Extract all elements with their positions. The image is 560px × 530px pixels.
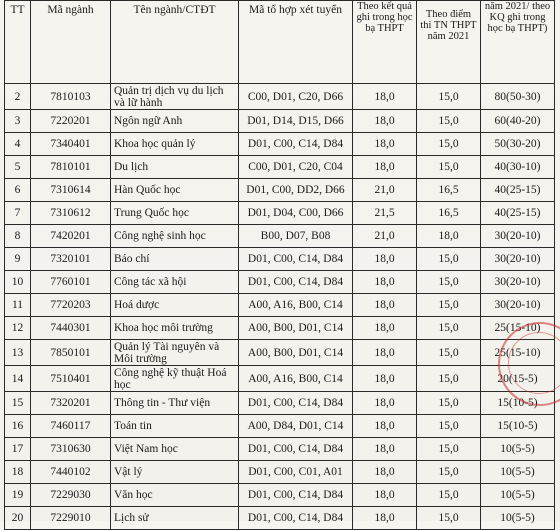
cell-tt: 3 — [5, 110, 31, 133]
cell-combo: D01, D14, D15, D66 — [239, 110, 353, 133]
cell-tt: 19 — [5, 484, 31, 507]
table-row — [5, 392, 555, 415]
cell-name: Khoa học môi trường — [111, 317, 239, 340]
cell-combo: D01, C00, C14, D84 — [239, 133, 353, 156]
cell-tn: 15,0 — [417, 438, 481, 461]
cell-combo: D01, C00, C14, D84 — [239, 248, 353, 271]
table-row — [5, 507, 555, 530]
table-row — [5, 484, 555, 507]
table-row — [5, 366, 555, 392]
cell-hb: 18,0 — [353, 507, 417, 530]
cell-tt: 4 — [5, 133, 31, 156]
cell-tn: 15,0 — [417, 271, 481, 294]
cell-tn: 16,5 — [417, 202, 481, 225]
col-header-tt: TT — [5, 1, 31, 84]
cell-hb: 18,0 — [353, 156, 417, 179]
cell-hb: 18,0 — [353, 294, 417, 317]
table-row — [5, 340, 555, 366]
cell-tt: 14 — [5, 366, 31, 392]
table-row — [5, 294, 555, 317]
cell-tn: 15,0 — [417, 133, 481, 156]
cell-combo: D01, C00, C14, D84 — [239, 438, 353, 461]
cell-code: 7310614 — [31, 179, 111, 202]
cell-tn: 15,0 — [417, 415, 481, 438]
cell-tt: 16 — [5, 415, 31, 438]
cell-tn: 15,0 — [417, 507, 481, 530]
cell-tn: 15,0 — [417, 294, 481, 317]
cell-tt: 6 — [5, 179, 31, 202]
cell-tn: 15,0 — [417, 317, 481, 340]
cell-combo: D01, C00, DD2, D66 — [239, 179, 353, 202]
cell-tn: 15,0 — [417, 461, 481, 484]
cell-tn: 15,0 — [417, 366, 481, 392]
cell-quota: 40(30-10) — [481, 156, 555, 179]
table-row — [5, 156, 555, 179]
cell-hb: 18,0 — [353, 438, 417, 461]
table-row — [5, 110, 555, 133]
table-body — [5, 84, 555, 530]
cell-name: Việt Nam học — [111, 438, 239, 461]
cell-name: Ngôn ngữ Anh — [111, 110, 239, 133]
cell-combo: D01, C00, C01, A01 — [239, 461, 353, 484]
cell-code: 7760101 — [31, 271, 111, 294]
cell-name: Công nghệ kỹ thuật Hoá học — [111, 366, 239, 392]
cell-combo: D01, C00, C14, D84 — [239, 507, 353, 530]
cell-tt: 13 — [5, 340, 31, 366]
cell-hb: 18,0 — [353, 271, 417, 294]
cell-tt: 20 — [5, 507, 31, 530]
cell-code: 7310630 — [31, 438, 111, 461]
cell-code: 7220201 — [31, 110, 111, 133]
cell-hb: 18,0 — [353, 133, 417, 156]
cell-name: Báo chí — [111, 248, 239, 271]
table-row — [5, 84, 555, 110]
cell-tt: 7 — [5, 202, 31, 225]
cell-combo: C00, D01, C20, D66 — [239, 84, 353, 110]
cell-tn: 15,0 — [417, 110, 481, 133]
cell-tn: 15,0 — [417, 156, 481, 179]
cell-quota: 10(5-5) — [481, 484, 555, 507]
cell-name: Công nghệ sinh học — [111, 225, 239, 248]
cell-tt: 9 — [5, 248, 31, 271]
cell-hb: 18,0 — [353, 248, 417, 271]
cell-code: 7340401 — [31, 133, 111, 156]
cell-tn: 16,5 — [417, 179, 481, 202]
cell-hb: 18,0 — [353, 415, 417, 438]
cell-combo: A00, A16, B00, C14 — [239, 294, 353, 317]
cell-tn: 18,0 — [417, 225, 481, 248]
table-row — [5, 225, 555, 248]
table-row — [5, 133, 555, 156]
table-row — [5, 271, 555, 294]
cell-name: Công tác xã hội — [111, 271, 239, 294]
cell-combo: D01, D04, C00, D66 — [239, 202, 353, 225]
cell-hb: 18,0 — [353, 110, 417, 133]
cell-tn: 15,0 — [417, 248, 481, 271]
cell-quota: 30(20-10) — [481, 271, 555, 294]
cell-quota: 40(25-15) — [481, 179, 555, 202]
cell-combo: A00, B00, D01, C14 — [239, 340, 353, 366]
cell-name: Trung Quốc học — [111, 202, 239, 225]
cell-tt: 5 — [5, 156, 31, 179]
cell-name: Quản trị dịch vụ du lịch và lữ hành — [111, 84, 239, 110]
cell-quota: 30(20-10) — [481, 294, 555, 317]
cell-hb: 18,0 — [353, 484, 417, 507]
table-row — [5, 317, 555, 340]
cell-tn: 15,0 — [417, 84, 481, 110]
cell-quota: 25(15-10) — [481, 317, 555, 340]
cell-hb: 18,0 — [353, 461, 417, 484]
cell-combo: D01, C00, C14, D84 — [239, 271, 353, 294]
cell-code: 7510401 — [31, 366, 111, 392]
cell-tt: 10 — [5, 271, 31, 294]
cell-name: Toán tin — [111, 415, 239, 438]
cell-tn: 15,0 — [417, 340, 481, 366]
table-row — [5, 202, 555, 225]
cell-code: 7229030 — [31, 484, 111, 507]
cell-name: Lịch sử — [111, 507, 239, 530]
cell-quota: 30(20-10) — [481, 248, 555, 271]
cell-quota: 30(20-10) — [481, 225, 555, 248]
col-header-code: Mã ngành — [31, 1, 111, 84]
table-row — [5, 438, 555, 461]
cell-code: 7810101 — [31, 156, 111, 179]
cell-hb: 21,0 — [353, 225, 417, 248]
cell-quota: 25(15-10) — [481, 340, 555, 366]
cell-combo: A00, B00, D01, C14 — [239, 317, 353, 340]
cell-hb: 18,0 — [353, 84, 417, 110]
cell-tt: 18 — [5, 461, 31, 484]
admission-table — [4, 0, 555, 530]
cell-tt: 15 — [5, 392, 31, 415]
cell-hb: 21,0 — [353, 179, 417, 202]
cell-name: Thông tin - Thư viện — [111, 392, 239, 415]
cell-quota: 40(25-15) — [481, 202, 555, 225]
cell-quota: 60(40-20) — [481, 110, 555, 133]
cell-name: Khoa học quản lý — [111, 133, 239, 156]
table-row — [5, 248, 555, 271]
cell-code: 7460117 — [31, 415, 111, 438]
cell-hb: 18,0 — [353, 317, 417, 340]
col-header-quota: năm 2021/ theo KQ ghi trong học bạ THPT) — [481, 1, 555, 84]
cell-code: 7320201 — [31, 392, 111, 415]
cell-quota: 10(5-5) — [481, 438, 555, 461]
cell-combo: B00, D07, B08 — [239, 225, 353, 248]
cell-combo: D01, C00, C14, D84 — [239, 484, 353, 507]
col-header-combo: Mã tổ hợp xét tuyển — [239, 1, 353, 84]
cell-combo: C00, D01, C20, C04 — [239, 156, 353, 179]
cell-quota: 50(30-20) — [481, 133, 555, 156]
cell-combo: A00, D84, D01, C14 — [239, 415, 353, 438]
cell-code: 7440102 — [31, 461, 111, 484]
cell-tn: 15,0 — [417, 392, 481, 415]
cell-tt: 11 — [5, 294, 31, 317]
cell-name: Hoá dược — [111, 294, 239, 317]
col-header-hb: Theo kết quả ghi trong học bạ THPT — [353, 1, 417, 84]
cell-code: 7850101 — [31, 340, 111, 366]
cell-combo: D01, C00, C14, D84 — [239, 392, 353, 415]
cell-code: 7440301 — [31, 317, 111, 340]
cell-code: 7420201 — [31, 225, 111, 248]
cell-quota: 10(5-5) — [481, 461, 555, 484]
cell-hb: 18,0 — [353, 340, 417, 366]
cell-quota: 15(10-5) — [481, 392, 555, 415]
cell-hb: 18,0 — [353, 366, 417, 392]
cell-name: Du lịch — [111, 156, 239, 179]
header-row — [5, 1, 555, 84]
cell-tt: 2 — [5, 84, 31, 110]
cell-tt: 17 — [5, 438, 31, 461]
cell-quota: 10(5-5) — [481, 507, 555, 530]
cell-name: Quản lý Tài nguyên và Môi trường — [111, 340, 239, 366]
cell-code: 7310612 — [31, 202, 111, 225]
cell-name: Hàn Quốc học — [111, 179, 239, 202]
cell-code: 7320101 — [31, 248, 111, 271]
cell-combo: A00, A16, B00, C14 — [239, 366, 353, 392]
cell-code: 7810103 — [31, 84, 111, 110]
table-row — [5, 461, 555, 484]
col-header-tn: Theo điểm thi TN THPT năm 2021 — [417, 1, 481, 84]
cell-quota: 20(15-5) — [481, 366, 555, 392]
cell-tt: 8 — [5, 225, 31, 248]
cell-name: Vật lý — [111, 461, 239, 484]
cell-code: 7720203 — [31, 294, 111, 317]
table-row — [5, 179, 555, 202]
cell-tn: 15,0 — [417, 484, 481, 507]
cell-name: Văn học — [111, 484, 239, 507]
cell-hb: 21,5 — [353, 202, 417, 225]
cell-code: 7229010 — [31, 507, 111, 530]
cell-hb: 18,0 — [353, 392, 417, 415]
table-row — [5, 415, 555, 438]
cell-tt: 12 — [5, 317, 31, 340]
col-header-name: Tên ngành/CTĐT — [111, 1, 239, 84]
cell-quota: 15(10-5) — [481, 415, 555, 438]
cell-quota: 80(50-30) — [481, 84, 555, 110]
